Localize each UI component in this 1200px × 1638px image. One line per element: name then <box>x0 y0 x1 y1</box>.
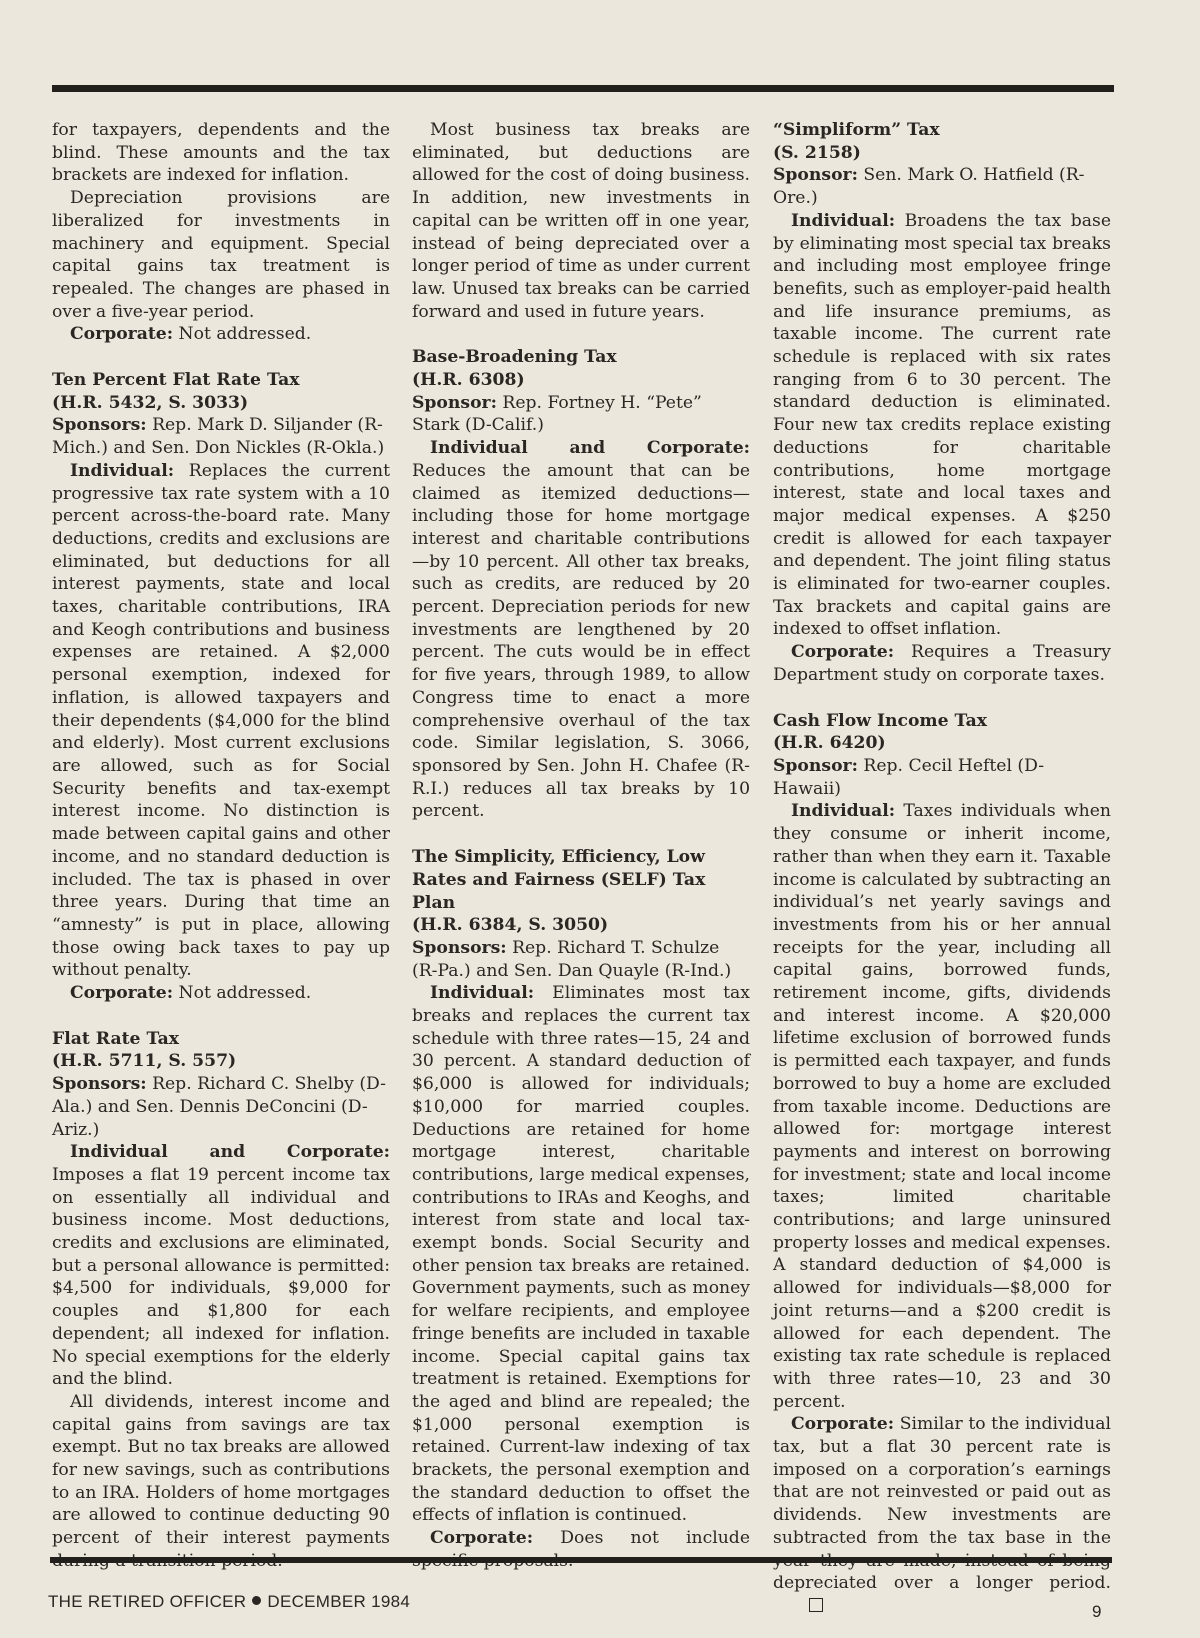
paragraph: All dividends, interest income and capital gains from savings are tax exempt. But no tax breaks are allowed for new savings, such as contributions to an IRA. Holders of home mortgages are allowed to continue deducting 90 percent of their interest payments <box>52 1391 390 1549</box>
paragraph <box>773 800 1111 1413</box>
sponsor-label: Sponsor: <box>412 392 497 413</box>
section-title: Ten Percent Flat Rate Tax <box>52 370 300 391</box>
sponsor-text: Rep. Cecil Heftel (D-Hawaii) <box>773 755 1045 799</box>
paragraph <box>52 323 390 346</box>
sponsor-label: Sponsors: <box>412 937 507 958</box>
paragraph: Most business tax breaks are eliminated, but deductions are allowed for the cost of doing business. In addition, new investments in capital can be written off in one year, instead of being depreciated over a longer period of time as under current law. Unused tax breaks can be carried forward and used in future years. <box>412 120 750 322</box>
paragraph <box>52 1141 390 1391</box>
individual-label: Individual: <box>791 210 896 231</box>
paragraph <box>412 1527 750 1572</box>
paragraph <box>773 1413 1111 1617</box>
sponsor-label: Sponsors: <box>52 1074 147 1095</box>
bill-number: (H.R. 6420) <box>773 733 886 754</box>
corporate-label: Corporate: <box>70 324 174 345</box>
paragraph <box>773 641 1111 686</box>
corporate-text: Similar to the individual tax, but a flat 30 percent rate is imposed on a corporation’s earnings that are not reinvested or paid out as dividends. New investments are subtracted from the tax base in the depreciated over a longer period. <box>773 1414 1111 1594</box>
sponsor-line <box>412 937 750 982</box>
bullet-dot-icon <box>252 1596 261 1605</box>
bill-number: (H.R. 6384, S. 3050) <box>412 915 609 936</box>
paragraph <box>52 982 390 1005</box>
individual-text: Eliminates most tax breaks and replaces the current tax schedule with three rates—15, 24 and 30 percent. A standard deduction of $6,000 is allowed for individuals; $10,000 for married couples. Deductions are retained for home mortgage interest, charitable contributions, large medical expenses, contributions to IRAs and Keoghs, and interest from state and local tax-exempt bonds. Social Security and other pension tax breaks are retained. Government payments, such as money for welfare recipients, and employee fringe benefits are included in taxable income. Special capital gains tax treatment is retained. Exemptions for the aged and blind are repealed; the $1,000 personal exemption is retained. Current-law indexing of tax brackets, the personal exemption and the standard deduction to offset the effects of inflation is continued. <box>412 983 750 1526</box>
sponsor-line <box>412 392 750 437</box>
publication-name: THE RETIRED OFFICER <box>48 1592 247 1611</box>
section-title: Base-Broadening Tax <box>412 347 617 368</box>
paragraph <box>412 982 750 1527</box>
sponsor-label: Sponsor: <box>773 165 858 186</box>
section-title: The Simplicity, Efficiency, Low Rates and Fairness (SELF) Tax Plan <box>412 847 706 913</box>
page-footer <box>48 1592 410 1612</box>
paragraph: for taxpayers, dependents and the blind. These amounts and the tax brackets are indexed for inflation. <box>52 120 390 186</box>
corporate-label: Corporate: <box>791 642 895 663</box>
bill-number: (H.R. 6308) <box>412 370 525 391</box>
paragraph <box>773 210 1111 641</box>
bill-number: (H.R. 5432, S. 3033) <box>52 392 249 413</box>
sponsor-text: Rep. Richard T. Schulze (R-Pa.) and Sen. Dan Quayle (R-Ind.) <box>412 937 732 981</box>
individual-text: Broadens the tax base by eliminating most special tax breaks and including most employee fringe benefits, such as employer-paid health and life insurance premiums, as taxable income. The current rate schedule is replaced with six rates ranging from 6 to 30 percent. The standard deduction is eliminated. Four new tax credits replace existing deductions for charitable contributions, home mortgage interest, state and local taxes and major medical expenses. A $250 credit is allowed for each taxpayer and dependent. The joint filing status is eliminated for two-earner couples. Tax brackets and capital gains are indexed to offset inflation. <box>773 210 1111 640</box>
sponsor-label: Sponsors: <box>52 415 147 436</box>
corporate-text: Requires a Treasury Department study on corporate taxes. <box>773 642 1111 685</box>
corporate-label: Corporate: <box>430 1528 534 1549</box>
individual-label: Individual: <box>791 801 896 822</box>
section-title: Cash Flow Income Tax <box>773 710 988 731</box>
individual-text: Taxes individuals when they consume or inherit income, rather than when they earn it. Taxable income is calculated by subtracting an individual’s net yearly savings and investments from his or her annual receipts for the year, including all capital gains, borrowed funds, retirement income, gifts, dividends and interest income. A $20,000 lifetime exclusion of borrowed funds is permitted each taxpayer, and funds borrowed to buy a home are excluded from taxable income. Deductions are allowed for: mortgage interest payments and interest on borrowing for investment; state and local income taxes; limited charitable contributions; and large uninsured property losses and medical expenses. A standard deduction of $4,000 is allowed for individuals—$8,000 for joint returns—and a $200 credit is allowed for each dependent. The existing tax rate schedule is replaced with three rates—10, 23 and 30 percent. <box>773 801 1111 1412</box>
section-title: “Simpliform” Tax <box>773 120 940 140</box>
corporate-label: Corporate: <box>70 983 174 1004</box>
corporate-label: Corporate: <box>791 1414 895 1435</box>
page-number: 9 <box>1092 1602 1102 1621</box>
individual-label: Individual: <box>430 983 535 1004</box>
section-title: Flat Rate Tax <box>52 1028 179 1049</box>
paragraph <box>412 437 750 823</box>
bill-number: (S. 2158) <box>773 142 861 163</box>
individual-corporate-label: Individual and Corporate: <box>70 1142 390 1163</box>
sponsor-text: Sen. Mark O. Hatfield (R-Ore.) <box>773 165 1085 209</box>
paragraph: Depreciation provisions are liberalized for investments in machinery and equipment. Special capital gains tax treatment is repealed. The changes are phased in over a five-year period. <box>52 188 390 322</box>
corporate-text: Does not include <box>560 1528 750 1549</box>
sponsor-text: Rep. Richard C. Shelby (D-Ala.) and Sen. Dennis DeConcini (D-Ariz.) <box>52 1074 386 1140</box>
column-3 <box>773 119 1111 1618</box>
paragraph <box>52 460 390 982</box>
sponsor-text: Rep. Mark D. Siljander (R-Mich.) and Sen. Don Nickles (R-Okla.) <box>52 415 385 459</box>
column-2 <box>412 119 750 1573</box>
bill-number: (H.R. 5711, S. 557) <box>52 1051 237 1072</box>
sponsor-line <box>52 414 390 459</box>
individual-corporate-label: Individual and Corporate: <box>430 438 750 459</box>
issue-date: DECEMBER 1984 <box>267 1592 411 1611</box>
top-rule <box>52 85 1114 92</box>
sponsor-line <box>773 164 1111 209</box>
sponsor-text: Rep. Fortney H. “Pete” Stark (D-Calif.) <box>412 392 702 436</box>
column-1 <box>52 119 390 1573</box>
sponsor-label: Sponsor: <box>773 755 858 776</box>
individual-corporate-text: Reduces the amount that can be claimed as itemized deductions—including those for home mortgage interest and charitable contributions—by 10 percent. All other tax breaks, such as credits, are reduced by 20 percent. Depreciation periods for new investments are lengthened by 20 percent. The cuts would be in effect for five years, through 1989, to allow Congress time to enact a more comprehensive overhaul of the tax code. Similar legislation, S. 3066, sponsored by Sen. John H. Chafee (R-R.I.) reduces all tax breaks by 10 percent. <box>412 460 750 822</box>
bottom-rule <box>50 1557 1112 1563</box>
corporate-text: Not addressed. <box>173 983 312 1004</box>
sponsor-line <box>773 755 1111 800</box>
end-of-article-box-icon <box>809 1598 823 1612</box>
individual-corporate-text: Imposes a flat 19 percent income tax on essentially all individual and business income. Most deductions, credits and exclusions are eliminated, but a personal allowance is permitted: $4,500 for individuals, $9,000 for couples and $1,800 for each dependent; all indexed for inflation. No special exemptions for the elderly and the blind. <box>52 1164 390 1390</box>
individual-text: Replaces the current progressive tax rate system with a 10 percent across-the-board rate. Many deductions, credits and exclusions are eliminated, but deductions for all interest payments, state and local taxes, charitable contributions, IRA and Keogh contributions and business expenses are retained. A $2,000 personal exemption, indexed for inflation, is allowed taxpayers and their dependents ($4,000 for the blind and elderly). Most current exclusions are allowed, such as for Social Security benefits and tax-exempt interest income. No distinction is made between capital gains and other income, and no standard deduction is included. The tax is phased in over three years. During that time an “amnesty” is put in place, allowing those owing back taxes to pay up without penalty. <box>52 460 390 981</box>
corporate-text: Not addressed. <box>173 324 312 345</box>
individual-label: Individual: <box>70 460 175 481</box>
sponsor-line <box>52 1073 390 1141</box>
